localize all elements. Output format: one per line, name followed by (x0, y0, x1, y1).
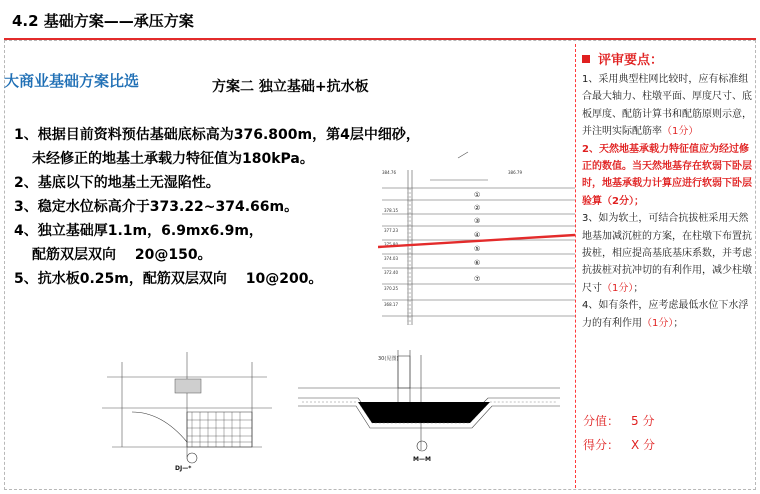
plan-title: 方案二 独立基础+抗水板 (212, 79, 369, 95)
foundation-section-drawing (298, 350, 560, 468)
item-line: 2、基底以下的地基土无湿陷性。 (14, 175, 220, 191)
slide-header (0, 0, 760, 40)
profile-layer-label: ② (474, 204, 481, 212)
item-line: 配筋双层双向 20@150。 (32, 247, 212, 263)
svg-text:30(见图): 30(见图) (378, 356, 399, 362)
score-value: 分值： 5 分 (583, 414, 655, 428)
svg-text:368.17: 368.17 (384, 302, 398, 307)
bullet-square-icon (582, 55, 590, 63)
geological-profile-drawing (378, 150, 575, 330)
review-points (582, 52, 752, 332)
svg-text:377.23: 377.23 (384, 228, 398, 233)
review-heading: 评审要点： (582, 52, 752, 70)
page-title: 4.2 基础方案——承压方案 (12, 12, 194, 30)
item-line: 4、独立基础厚1.1m，6.9mx6.9m， (14, 223, 263, 239)
profile-layer-label: ⑥ (474, 259, 481, 267)
scheme-items (14, 123, 420, 291)
section-subtitle: 大商业基础方案比选 (4, 72, 140, 90)
score-earned: 得分： X 分 (583, 438, 656, 452)
profile-layer-label: ④ (474, 231, 481, 239)
item-line: 5、抗水板0.25m，配筋双层双向 10@200。 (14, 271, 323, 287)
profile-layer-label: ① (474, 191, 481, 199)
svg-text:374.03: 374.03 (384, 256, 398, 261)
column-divider (575, 44, 576, 488)
svg-text:375.80: 375.80 (384, 242, 398, 247)
svg-text:386.79: 386.79 (508, 170, 522, 175)
profile-layer-label: ⑦ (474, 275, 481, 283)
svg-text:384.76: 384.76 (382, 170, 396, 175)
item-line: 3、稳定水位标高介于373.22~374.66m。 (14, 199, 299, 215)
review-point: 2、天然地基承载力特征值应为经过修正的数值。当天然地基存在软弱下卧层时，地基承载力计算应进行软弱下卧层验算（2分）； (582, 143, 752, 207)
foundation-plan-drawing (92, 352, 282, 472)
profile-layer-label: ⑤ (474, 245, 481, 253)
plan-drawing-label: DJ—* (175, 465, 192, 472)
item-line: 未经修正的地基土承载力特征值为180kPa。 (32, 151, 314, 167)
svg-text:372.40: 372.40 (384, 270, 398, 275)
review-point: 4、如有条件，应考虑最低水位下水浮力的有利作用（1分）； (582, 300, 749, 329)
section-drawing-label: M—M (413, 456, 431, 463)
review-point: 3、如为软土，可结合抗拔桩采用天然地基加减沉桩的方案，在柱墩下布置抗拔桩，相应提高基底基床系数，并考虑抗拔桩对抗冲切的有利作用，减少柱墩尺寸（1分）； (582, 213, 752, 294)
profile-layer-label: ③ (474, 217, 481, 225)
review-point: 1、采用典型柱网比较时，应有标准组合最大轴力、柱墩平面、厚度尺寸、底板厚度、配筋计算书和配筋原则示意，并注明实际配筋率（1分） (582, 74, 752, 138)
svg-text:370.25: 370.25 (384, 286, 398, 291)
item-line: 1、根据目前资料预估基础底标高为376.800m，第4层中细砂， (14, 127, 420, 143)
svg-text:378.15: 378.15 (384, 208, 398, 213)
